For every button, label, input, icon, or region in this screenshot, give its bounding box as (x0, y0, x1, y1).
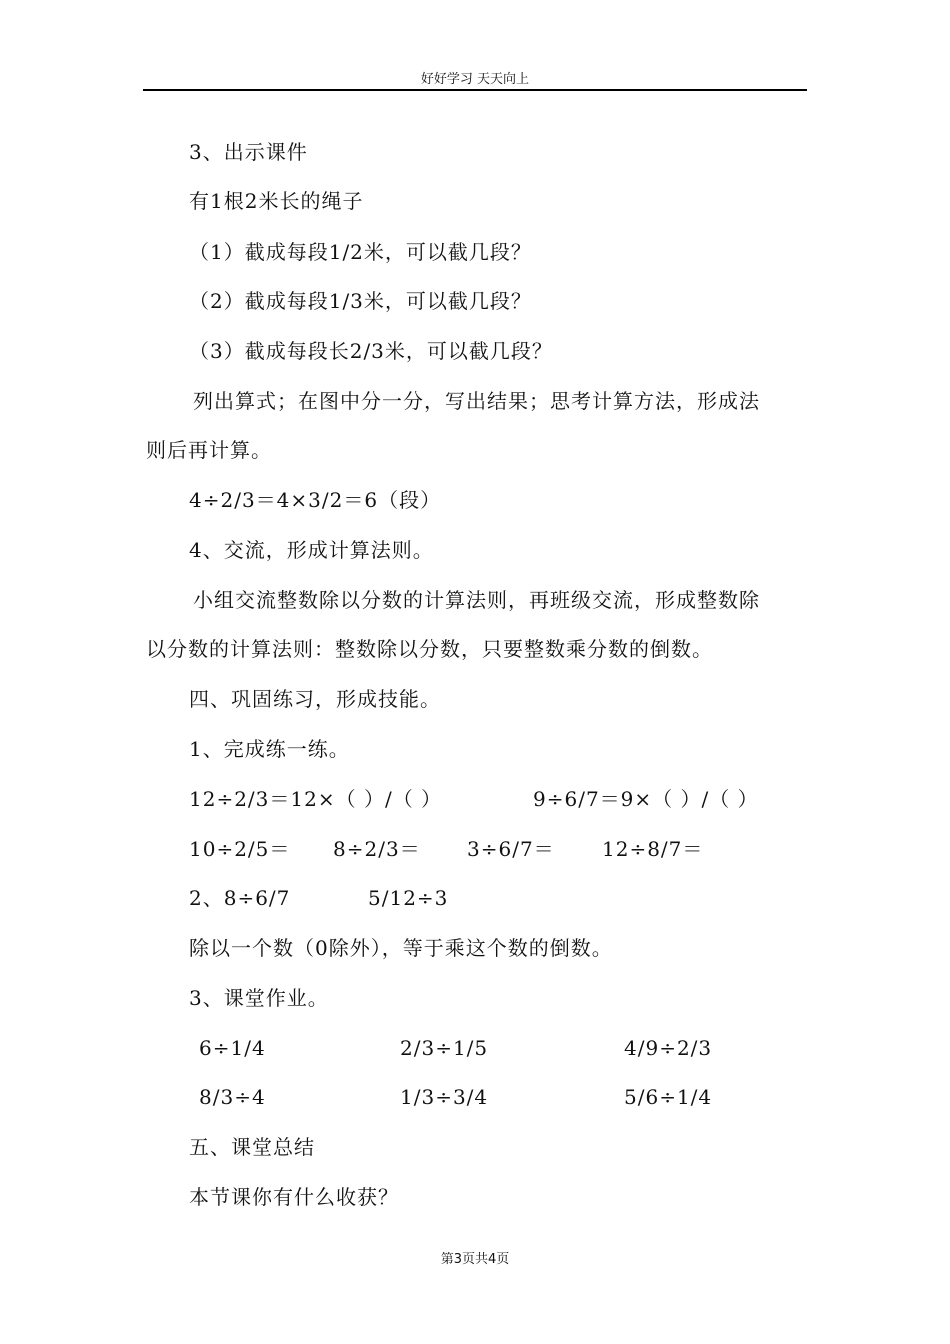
homework-item: 1/3÷3/4 (400, 1085, 489, 1109)
text-line: 列出算式；在图中分一分，写出结果；思考计算方法，形成法 (193, 389, 760, 413)
exercise-item: 8÷2/3＝ (333, 837, 421, 861)
exercise-item: 5/12÷3 (368, 886, 449, 910)
text-line: 则后再计算。 (146, 438, 272, 462)
exercise-item: 10÷2/5＝ (189, 837, 291, 861)
formula-line: 4÷2/3＝4×3/2＝6（段） (189, 488, 442, 512)
text-line: 3、出示课件 (189, 140, 308, 164)
exercise-item: 2、8÷6/7 (189, 886, 291, 910)
text-line: 1、完成练一练。 (189, 737, 350, 761)
section-heading: 五、课堂总结 (189, 1135, 315, 1159)
text-line: （1）截成每段1/2米，可以截几段？ (189, 240, 532, 264)
exercise-item: 3÷6/7＝ (467, 837, 555, 861)
homework-item: 8/3÷4 (199, 1085, 266, 1109)
text-line: （3）截成每段长2/3米，可以截几段？ (189, 339, 553, 363)
page-header: 好好学习 天天向上 (420, 72, 530, 87)
exercise-item: 12÷8/7＝ (602, 837, 704, 861)
text-line: 本节课你有什么收获？ (189, 1185, 399, 1209)
text-line: （2）截成每段1/3米，可以截几段？ (189, 289, 532, 313)
homework-item: 4/9÷2/3 (624, 1036, 713, 1060)
text-line: 小组交流整数除以分数的计算法则，再班级交流，形成整数除 (193, 588, 760, 612)
page-footer: 第3页共4页 (440, 1252, 510, 1267)
exercise-item: 12÷2/3＝12×（ ）/（ ） (189, 787, 443, 811)
text-line: 除以一个数（0除外），等于乘这个数的倒数。 (189, 936, 613, 960)
text-line: 有1根2米长的绳子 (189, 189, 364, 213)
text-line: 4、交流，形成计算法则。 (189, 538, 434, 562)
homework-item: 6÷1/4 (199, 1036, 266, 1060)
homework-item: 5/6÷1/4 (624, 1085, 713, 1109)
text-line: 以分数的计算法则：整数除以分数，只要整数乘分数的倒数。 (146, 637, 713, 661)
homework-item: 2/3÷1/5 (400, 1036, 489, 1060)
text-line: 3、课堂作业。 (189, 986, 329, 1010)
section-heading: 四、巩固练习，形成技能。 (189, 687, 441, 711)
header-rule (143, 89, 807, 91)
exercise-item: 9÷6/7＝9×（ ）/（ ） (533, 787, 759, 811)
